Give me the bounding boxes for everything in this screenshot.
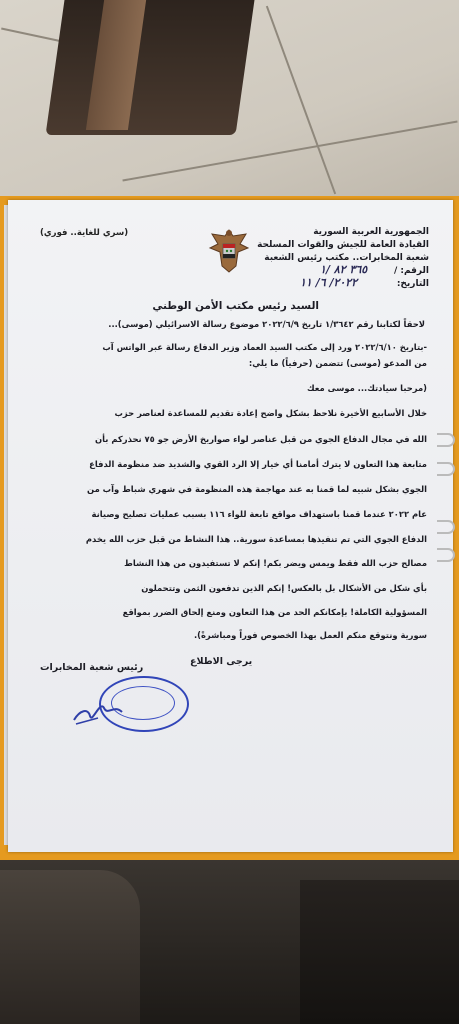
document-page [8, 200, 453, 852]
classification-label: (سري للغاية.. فوري) [40, 228, 129, 238]
fabric-corner [0, 870, 140, 1024]
addressee-title: السيد رئيس مكتب الأمن الوطني [152, 300, 319, 312]
subject-line: لاحقاً لكتابنا رقم ١/٣٦٤٢ تاريخ ٢٠٢٢/٦/٩ موضوع رسالة الاسرائيلي (موسى)... [108, 319, 425, 329]
body-line: الدفاع الجوي التي تم تنفيذها بمساعدة سورية.. هذا النشاط من قبل حزب الله يخدم [85, 534, 427, 544]
header-ref-label: الرقم: / [393, 266, 429, 276]
body-line: من المدعو (موسى) تتضمن (حرفياً) ما يلي: [248, 358, 427, 368]
eagle-emblem-icon [206, 226, 252, 274]
signatory-title: رئيس شعبة المخابرات [40, 662, 144, 673]
header-division: شعبة المخابرات.. مكتب رئيس الشعبة [264, 253, 429, 263]
signature-icon [70, 690, 130, 734]
header-command: القيادة العامة للجيش والقوات المسلحة [257, 240, 429, 250]
body-line: مصالح حزب الله فقط ويمس ويضر بكم! إنكم لا تستفيدون من هذا النشاط [124, 558, 427, 568]
binder-ring-icon [437, 462, 455, 476]
header-date-label: التاريخ: [396, 279, 429, 289]
header-date-value: ٢٠٢٢/ ٦/ ١١ [300, 276, 358, 289]
body-line: الجوي بشكل شبيه لما قمنا به عند مهاجمة هذه المنظومة في شهري شباط وآب من [87, 484, 427, 494]
body-line: -بتاريخ ٢٠٢٢/٦/١٠ ورد إلى مكتب السيد العماد وزير الدفاع رسالة عبر الواتس آب [102, 342, 427, 352]
body-line: الله في مجال الدفاع الجوي من قبل عناصر لواء صواريخ الأرض جو ٧٥ نحذركم بأن [95, 434, 427, 444]
header-country: الجمهورية العربية السورية [313, 227, 429, 237]
body-line: المسؤولية الكاملة! بإمكانكم الحد من هذا التعاون ومنع إلحاق الضرر بمواقع [122, 607, 427, 617]
dark-object [300, 880, 459, 1024]
binder-ring-icon [437, 433, 455, 447]
body-line: بأي شكل من الأشكال بل بالعكس! إنكم الذين تدفعون الثمن وتتحملون [141, 583, 427, 593]
closing-line: يرجى الاطلاع [190, 656, 253, 667]
body-line: (مرحبا سيادتك... موسى معك [306, 383, 427, 393]
binder-ring-icon [437, 520, 455, 534]
body-line: خلال الأسابيع الأخيرة نلاحظ بشكل واضح إعادة تقديم للمساعدة لعناصر حزب [114, 408, 427, 418]
body-line: سورية ونتوقع منكم العمل بهذا الخصوص فوراً ومباشرةً). [193, 630, 427, 640]
header-ref-number: ٣٦٥ ٨٢ /١ [320, 263, 368, 276]
body-line: متابعة هذا التعاون لا يترك أمامنا أي خيار إلا الرد القوي والشديد ضد منظومة الدفاع [89, 459, 427, 469]
binder-ring-icon [437, 548, 455, 562]
body-line: عام ٢٠٢٢ عندما قمنا باستهداف مواقع تابعة للواء ١١٦ بسبب عمليات تصليح وصيانة [91, 509, 427, 519]
wooden-cabinet [46, 0, 255, 135]
